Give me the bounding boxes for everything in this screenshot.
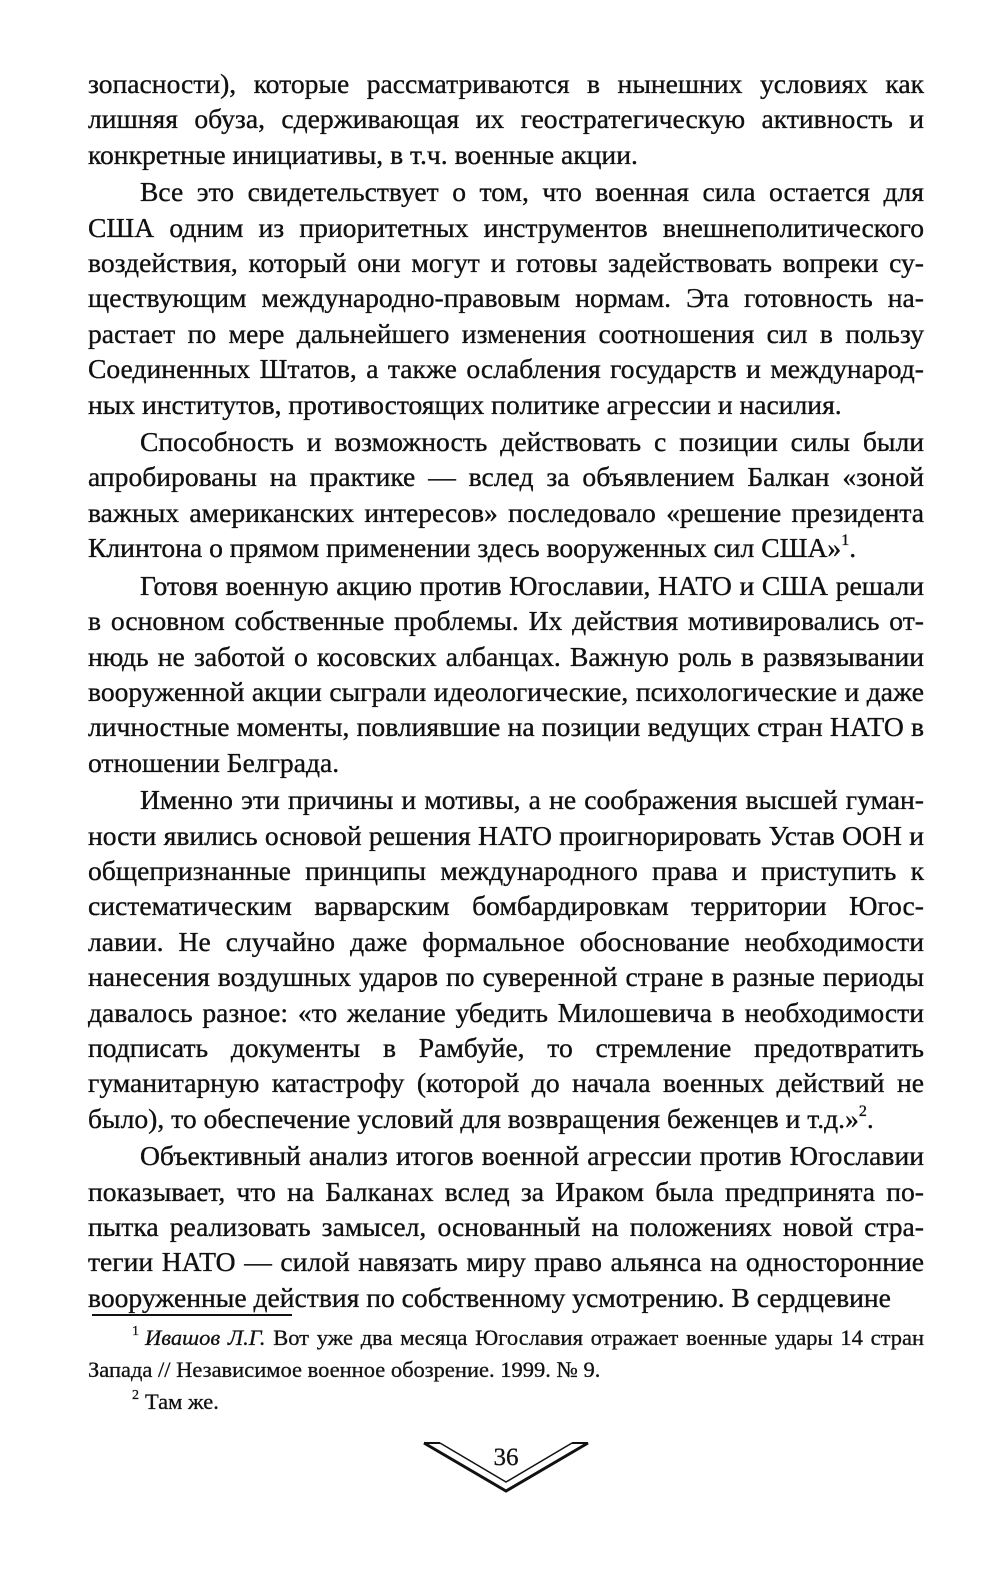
footnote-ref-1: 1 — [841, 532, 850, 550]
paragraph-5-text: Именно эти причины и мотивы, а не соображения высшей гуманности явились основой решения НАТО проигнорировать Устав ООН и общепризнанные принципы международного права и приступить к систематическим варварским бомбардировкам территории Югославии. Не случайно даже формальное обоснование необходимости нанесения воздушных ударов по суверенной стране в разные периоды давалось разное: «то желание убедить Милошевича в необходимости подписать документы в Рамбуйе, то стремление предотвратить гуманитарную катастрофу (которой до начала военных действий не было), то обеспечение условий для возвращения беженцев и т.д.» — [88, 784, 924, 1134]
paragraph-3-text: Способность и возможность действовать с позиции силы были апробированы на практике — вслед за объявлением Балкан «зоной важных американских интересов» последовало «решение президента Клинтона о прямом применении здесь вооруженных сил США» — [88, 426, 924, 564]
paragraph-2: Все это свидетельствует о том, что военная сила остается для США одним из приоритетных инструментов внешнеполитического воздействия, который они могут и готовы задействовать вопреки существующим международно-правовым нормам. Эта готовность нарастает по мере дальнейшего изменения соотношения сил в пользу Соединенных Штатов, а также ослабления государств и международных институтов, противостоящих политике агрессии и насилия. — [88, 176, 924, 420]
paragraph-5 — [88, 782, 924, 1136]
paragraph-5-end: . — [866, 1102, 874, 1134]
page-number: 36 — [493, 1444, 519, 1471]
footnote-1-author: Ивашов Л.Г. — [145, 1325, 266, 1350]
page-number-badge — [422, 1441, 590, 1495]
page-body — [88, 66, 924, 1315]
footnotes — [88, 1322, 924, 1418]
footnote-divider — [92, 1314, 292, 1316]
paragraph-3-end: . — [849, 532, 857, 564]
footnote-1-text: Вот уже два месяца Югославия отражает военные удары 14 стран Запада // Независимое военное обозрение. 1999. № 9. — [88, 1325, 924, 1382]
paragraph-4: Готовя военную акцию против Югославии, НАТО и США решали в основном собственные проблемы. Их действия мотивировались отнюдь не заботой о косовских албанцах. Важную роль в развязывании вооруженной акции сыграли идеологические, психологические и даже личностные моменты, повлиявшие на позиции ведущих стран НАТО в отношении Белграда. — [88, 569, 924, 778]
footnote-ref-2: 2 — [858, 1102, 867, 1120]
footnote-1 — [88, 1322, 924, 1386]
footnote-2 — [88, 1386, 924, 1418]
paragraph-3 — [88, 424, 924, 566]
footnote-2-text: Там же. — [145, 1389, 219, 1414]
paragraph-1: зопасности), которые рассматриваются в нынешних условиях как лишняя обуза, сдерживающая их геостратегическую активность и конкретные инициативы, в т.ч. военные акции. — [88, 68, 924, 170]
paragraph-6: Объективный анализ итогов военной агрессии против Югославии показывает, что на Балканах вслед за Ираком была предпринята попытка реализовать замысел, основанный на положениях новой стратегии НАТО — силой навязать миру право альянса на односторонние вооруженные действия по собственному усмотрению. В сердцевине — [88, 1140, 924, 1313]
footnote-2-number: 2 — [132, 1387, 139, 1403]
footnote-1-number: 1 — [132, 1323, 139, 1339]
